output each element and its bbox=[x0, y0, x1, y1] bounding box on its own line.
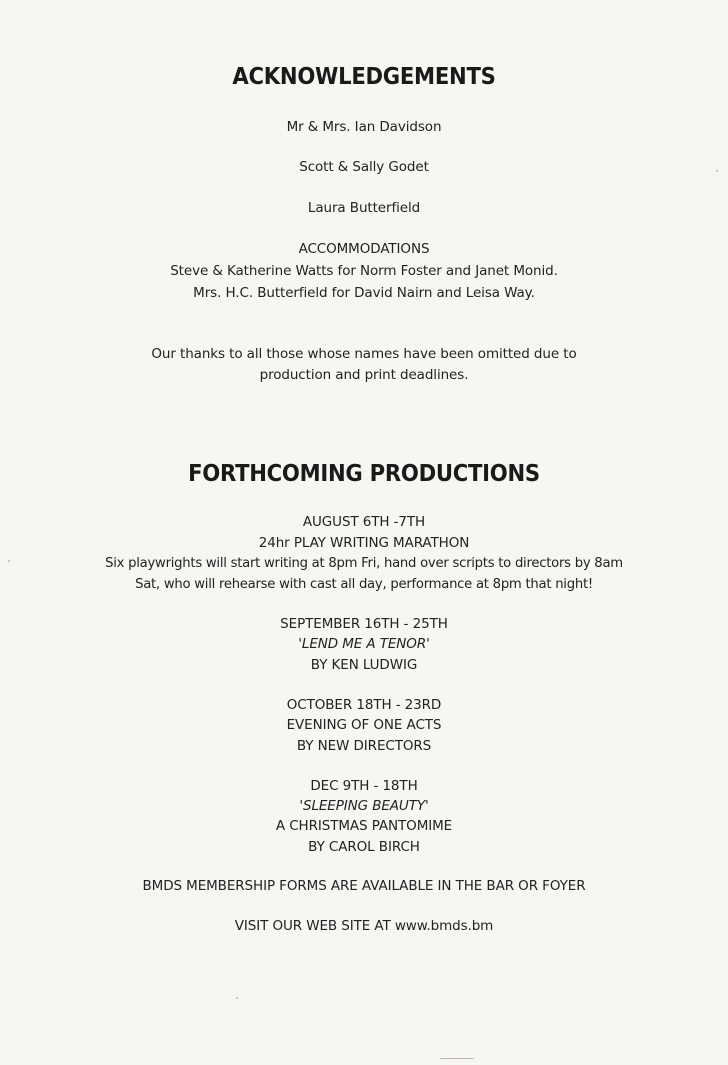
tenor-title: 'LEND ME A TENOR' bbox=[298, 636, 430, 652]
beauty-author: BY CAROL BIRCH bbox=[308, 839, 420, 855]
paper-speck bbox=[440, 1058, 474, 1059]
beauty-subtitle: A CHRISTMAS PANTOMIME bbox=[275, 818, 453, 834]
thanks-line: Our thanks to all those whose names have been omitted due to bbox=[151, 346, 577, 362]
accommodation-line: Mrs. H.C. Butterfield for David Nairn and Leisa Way. bbox=[193, 285, 535, 301]
accommodations-heading: ACCOMMODATIONS bbox=[298, 241, 430, 257]
ack-name: Mr & Mrs. Ian Davidson bbox=[286, 119, 442, 135]
one-acts-title: EVENING OF ONE ACTS bbox=[286, 717, 442, 733]
paper-speck bbox=[716, 170, 718, 172]
accommodation-line: Steve & Katherine Watts for Norm Foster and Janet Monid. bbox=[170, 263, 558, 279]
one-acts-date: OCTOBER 18TH - 23RD bbox=[286, 697, 442, 713]
marathon-date: AUGUST 6TH -7TH bbox=[302, 514, 426, 530]
beauty-date: DEC 9TH - 18TH bbox=[310, 778, 418, 794]
marathon-name: 24hr PLAY WRITING MARATHON bbox=[258, 535, 470, 551]
acknowledgements-title: ACKNOWLEDGEMENTS bbox=[232, 64, 496, 90]
tenor-date: SEPTEMBER 16TH - 25TH bbox=[280, 616, 448, 632]
forthcoming-title: FORTHCOMING PRODUCTIONS bbox=[188, 461, 540, 487]
paper-speck bbox=[8, 560, 10, 562]
ack-name: Laura Butterfield bbox=[307, 200, 421, 216]
marathon-desc: Sat, who will rehearse with cast all day, performance at 8pm that night! bbox=[135, 577, 593, 592]
marathon-desc: Six playwrights will start writing at 8pm Fri, hand over scripts to directors by 8am bbox=[105, 556, 623, 571]
ack-name: Scott & Sally Godet bbox=[299, 159, 429, 175]
beauty-title: 'SLEEPING BEAUTY' bbox=[299, 798, 429, 814]
website-note: VISIT OUR WEB SITE AT www.bmds.bm bbox=[234, 918, 494, 934]
one-acts-by: BY NEW DIRECTORS bbox=[296, 738, 432, 754]
paper-speck bbox=[236, 997, 238, 999]
membership-note: BMDS MEMBERSHIP FORMS ARE AVAILABLE IN THE BAR OR FOYER bbox=[142, 878, 586, 894]
tenor-author: BY KEN LUDWIG bbox=[310, 657, 418, 673]
thanks-line: production and print deadlines. bbox=[259, 367, 469, 383]
